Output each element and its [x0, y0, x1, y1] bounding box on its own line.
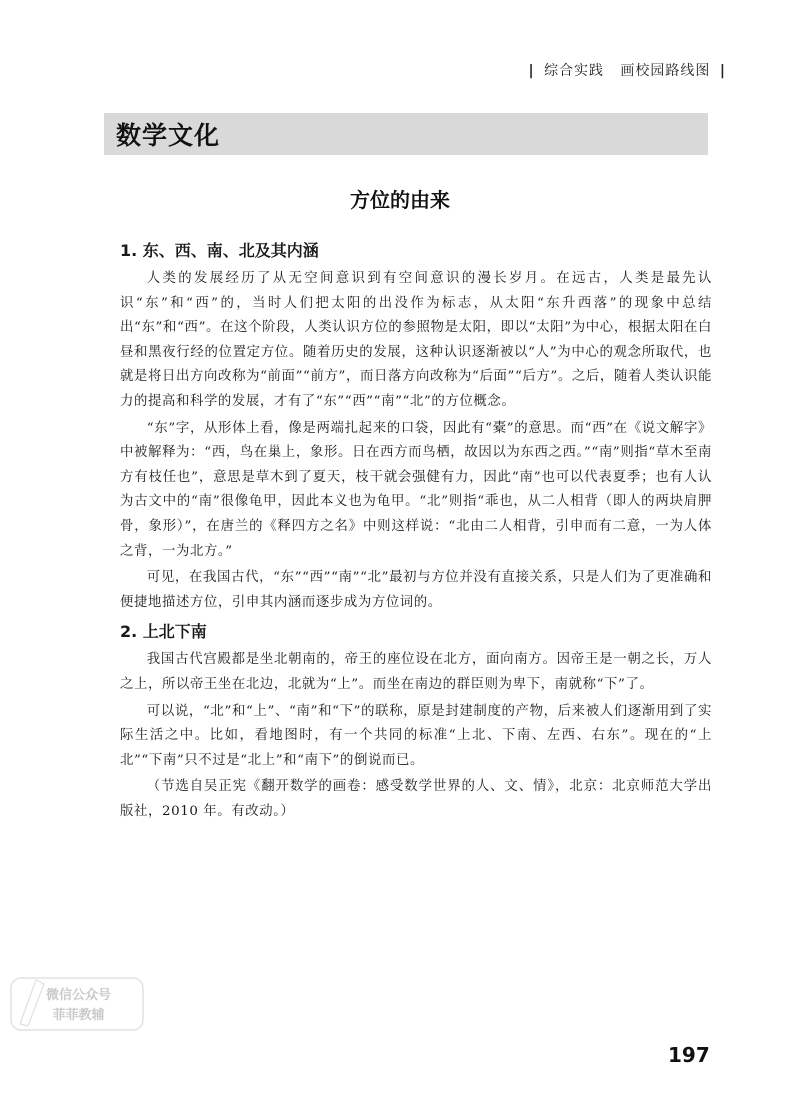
subsection-heading: 2. 上北下南 — [120, 622, 207, 642]
article-body — [120, 238, 712, 826]
watermark-line1: 微信公众号 — [46, 988, 112, 1003]
article-title: 方位的由来 — [350, 188, 450, 212]
running-head-topic: 画校园路线图 — [620, 63, 711, 79]
source-citation: （节选自吴正宪《翻开数学的画卷：感受数学世界的人、文、情》，北京：北京师范大学出版社，2010 年。有改动。） — [120, 779, 712, 819]
paragraph: “东”字，从形体上看，像是两端扎起来的口袋，因此有“橐”的意思。而“西”在《说文解字》中被解释为：“西，鸟在巢上，象形。日在西方而鸟栖，故因以为东西之西。”“南”则指“草木至南方有枝任也”，意思是草木到了夏天，枝干就会强健有力，因此“南”也可以代表夏季；也有人认为古文中的“南”很像龟甲，因此本义也为龟甲。“北”则指“乖也，从二人相背（即人的两块肩胛骨，象形）”，在唐兰的《释四方之名》中则这样说：“北由二人相背，引申而有二意，一为人体之背，一为北方。” — [120, 420, 712, 559]
watermark-text — [46, 986, 111, 1026]
running-head-section: 综合实践 — [544, 63, 605, 79]
page-number: 197 — [668, 1043, 710, 1067]
running-head — [524, 60, 730, 80]
section-title: 数学文化 — [116, 121, 221, 150]
paragraph: 可见，在我国古代，“东”“西”“南”“北”最初与方位并没有直接关系，只是人们为了更准确和便捷地描述方位，引申其内涵而逐步成为方位词的。 — [120, 570, 712, 610]
running-head-divider: | — [719, 63, 726, 79]
subsection-heading: 1. 东、西、南、北及其内涵 — [120, 241, 319, 260]
watermark — [10, 972, 150, 1034]
paragraph: 可以说，“北”和“上”、“南”和“下”的联称，原是封建制度的产物，后来被人们逐渐用到了实际生活之中。比如，看地图时，有一个共同的标准“上北、下南、左西、右东”。现在的“上北”“下南”只不过是“北上”和“南下”的倒说而已。 — [120, 703, 712, 768]
paragraph: 人类的发展经历了从无空间意识到有空间意识的漫长岁月。在远古，人类是最先认识“东”和“西”的，当时人们把太阳的出没作为标志，从太阳“东升西落”的现象中总结出“东”和“西”。在这个阶段，人类认识方位的参照物是太阳，即以“太阳”为中心，根据太阳在白昼和黑夜行经的位置定方位。随着历史的发展，这种认识逐渐被以“人”为中心的观念所取代，也就是将日出方向改称为“前面”“前方”，而日落方向改称为“后面”“后方”。之后，随着人类认识能力的提高和科学的发展，才有了“东”“西”“南”“北”的方位概念。 — [120, 271, 712, 409]
running-head-divider: | — [528, 63, 535, 79]
paragraph: 我国古代宫殿都是坐北朝南的，帝王的座位设在北方，面向南方。因帝王是一朝之长，万人之上，所以帝王坐在北边，北就为“上”。而坐在南边的群臣则为卑下，南就称“下”了。 — [120, 652, 712, 692]
section-banner — [104, 113, 708, 155]
watermark-line2: 菲菲教辅 — [52, 1008, 105, 1023]
